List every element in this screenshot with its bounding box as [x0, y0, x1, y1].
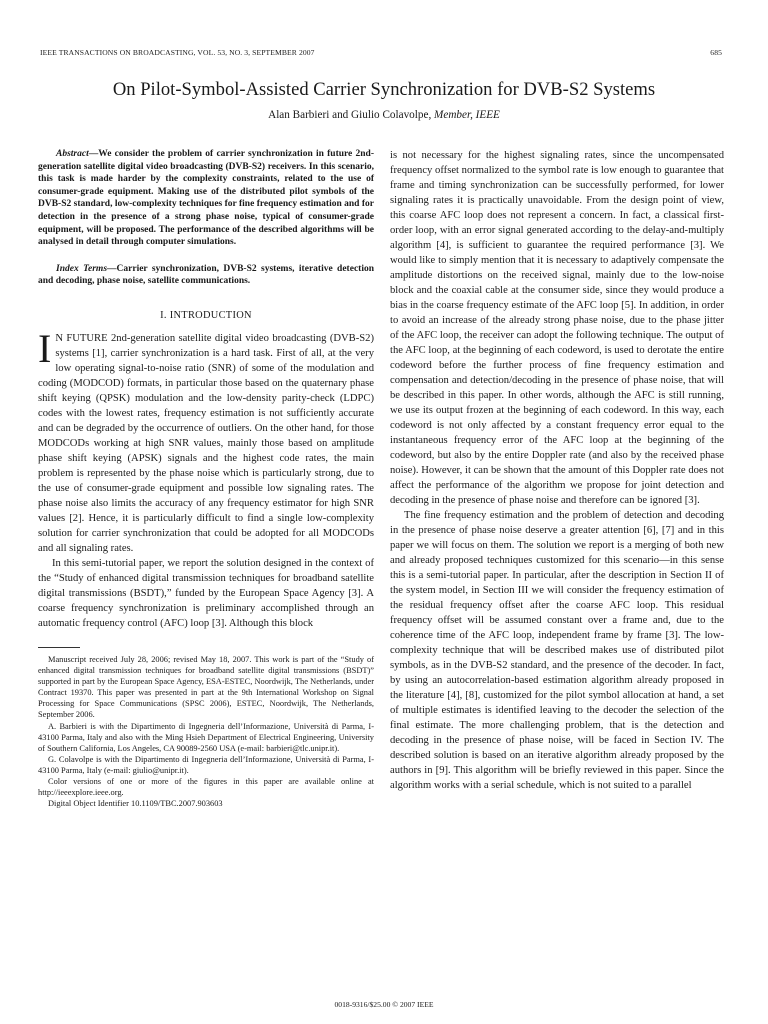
drop-cap: I: [38, 325, 52, 371]
footnote-author-colavolpe: G. Colavolpe is with the Dipartimento di Ingegneria dell’Informazione, Università di Parma, I-43100 Parma, Italy (e-mail: giulio@unipr.it).: [38, 754, 374, 775]
introduction-body: [38, 325, 374, 631]
intro-paragraph-1-text: N FUTURE 2nd-generation satellite digital video broadcasting (DVB-S2) systems [1], carrier synchronization is a hard task. First of all, at the very low operating signal-to-noise ratio (SNR) of some of the modulation and coding (MODCOD) formats, in particular those based on the quaternary phase shift keying (QPSK) modulation and the low-density parity-check (LDPC) codes with the lowest rates, frequency estimation is not sufficiently accurate and can be degraded by the occurrence of outliers. On the other hand, for those MODCODs working at high SNR values, mainly those based on amplitude phase shift keying (APSK) signals and the highest code rates, the main problem is represented by the phase noise which is particularly strong, due to the use of consumer-grade equipment and possible low signaling rates. The phase noise also limits the accuracy of any frequency estimator for high SNR values [2]. Hence, it is particularly difficult to find a single low-complexity solution for carrier synchronization that could be adopted for all MODCODs and all signaling rates.: [38, 332, 374, 554]
footnote-manuscript: Manuscript received July 28, 2006; revised May 18, 2007. This work is part of the “Study of enhanced digital transmission techniques for broadband satellite digital transmissions (BSDT)” supported in part by the European Space Agency, ESA-ESTEC, Noordwijk, The Netherlands, under Contract 19370. This paper was presented in part at the 9th International Workshop on Signal Processing for Space Communications (SPSC 2006), ESTEC, Noordwijk, The Netherlands, September 2006.: [38, 654, 374, 720]
author-line: [0, 107, 768, 123]
footnote-color-versions: Color versions of one or more of the figures in this paper are available online at http://ieeexplore.ieee.org.: [38, 776, 374, 798]
paper-title: On Pilot-Symbol-Assisted Carrier Synchronization for DVB-S2 Systems: [112, 79, 656, 100]
copyright-footer: 0018-9316/$25.00 © 2007 IEEE: [334, 1000, 434, 1009]
author-names: Alan Barbieri and Giulio Colavolpe: [268, 109, 429, 121]
abstract-text: —We consider the problem of carrier synchronization in future 2nd-generation satellite digital video broadcasting (DVB-S2) receivers. In this scenario, this task is made harder by the complexity constraints, related to the use of consumer-grade equipment. Making use of the distributed pilot symbols of the DVB-S2 standard, low-complexity techniques for fine frequency estimation and for detection in the presence of a strong phase noise, typical of consumer-grade equipment, will be proposed. The performance of the described algorithms will be analysed in detail through computer simulations.: [38, 149, 374, 248]
section-heading-introduction: I. INTRODUCTION: [160, 309, 252, 321]
index-terms: [38, 263, 374, 288]
left-column: [38, 148, 374, 809]
page-number: 685: [710, 48, 722, 57]
running-header: [40, 48, 722, 57]
intro-paragraph-1: [38, 325, 374, 556]
author-membership: , Member, IEEE: [428, 109, 500, 121]
right-column: [390, 148, 724, 793]
right-paragraph-2: The fine frequency estimation and the problem of detection and decoding in the presence of phase noise deserve a greater attention [6], [7] and in this paper we will focus on them. The solution we report is a merging of both new and already proposed techniques customized for this scenario—in this sense this is a semi-tutorial paper. In particular, after the description in Section II of the system model, in Section III we will consider the frequency estimation of the residual frequency offset after the coarse AFC loop. This residual frequency offset will be assumed constant over a frame and, due to the coherence time of the AFC loop, independent frame by frame [3]. The low-complexity technique that will be described makes use of distributed pilot symbols, as in the DVB-S2 standard, and the presence of the decoder. In fact, by using an autocorrelation-based estimation algorithm already proposed in the literature [4], [8], customized for the pilot symbol allocation at hand, a set of multiple estimates is identified leaving to the decoder the selection of the final estimate. The more challenging problem, that is the detection and decoding in the presence of phase noise, will be faced in Section IV. The described solution is based on an iterative algorithm already proposed by the authors in [9]. This algorithm will be briefly reviewed in this paper. Since the algorithm works with a serial schedule, which is not suited to a parallel: [390, 510, 724, 791]
index-terms-text: —Carrier synchronization, DVB-S2 systems, iterative detection and decoding, phase noise, satellite communications.: [38, 263, 374, 287]
right-paragraph-1: is not necessary for the highest signaling rates, since the uncompensated frequency offset normalized to the symbol rate is low enough to guarantee that frame and timing synchronization can be successfully performed, for lower signaling rates it is practically unavoidable. From the design point of view, this coarse AFC loop does not represent a concern. In fact, a classical first-order loop, with an error signal generated according to the delay-and-multiply algorithm [4], is sufficient to guarantee the required performance [3]. We would like to simply mention that it is necessary to adaptively compensate the amplitude distortions on the received signal, mainly due to the low-noise block and the coaxial cable at the consumer side, since they would produce a bias in the coarse frequency estimate of the AFC loop [5]. In addition, in order to avoid an increase of the already strong phase noise, due to the phase jitter of the AFC loop, the receiver can adopt the following technique. The output of the AFC loop, at the beginning of each codeword, is used to derotate the entire codeword before the further process of fine frequency estimation and compensation and detection/decoding in the presence of phase noise, that will be described in this paper. In other words, although the AFC is still running, we use its output frozen at the beginning of each codeword. In this way, each codeword is not only affected by a constant frequency error equal to the instantaneous frequency error of the AFC loop at the beginning of the codeword, but also by the entire Doppler rate (and also by the received phase noise). However, it can be shown that the amount of this Doppler rate does not affect the performance of the algorithm we propose for joint detection and decoding in the presence of phase noise and therefore can be ignored [3].: [390, 150, 724, 506]
index-terms-label: Index Terms: [56, 263, 108, 274]
footnote-doi: Digital Object Identifier 10.1109/TBC.2007.903603: [48, 799, 223, 809]
footnotes: [38, 654, 374, 809]
intro-paragraph-2: In this semi-tutorial paper, we report the solution designed in the context of the “Study of enhanced digital transmission techniques for broadband satellite digital transmissions (BSDT),” funded by the European Space Agency [3]. A coarse frequency synchronization is preliminary accomplished through an automatic frequency control (AFC) loop [3]. Although this block: [38, 557, 374, 629]
footnote-divider: [38, 647, 80, 648]
journal-name: IEEE TRANSACTIONS ON BROADCASTING, VOL. 53, NO. 3, SEPTEMBER 2007: [40, 48, 315, 57]
abstract-label: Abstract: [56, 149, 89, 159]
abstract: [38, 148, 374, 249]
footnote-author-barbieri: A. Barbieri is with the Dipartimento di Ingegneria dell’Informazione, Università di Parma, I-43100 Parma, Italy and also with the Ming Hsieh Department of Electrical Engineering, University of Southern California, Los Angeles, CA 90089-2560 USA (e-mail: barbieri@tlc.unipr.it).: [38, 721, 374, 753]
